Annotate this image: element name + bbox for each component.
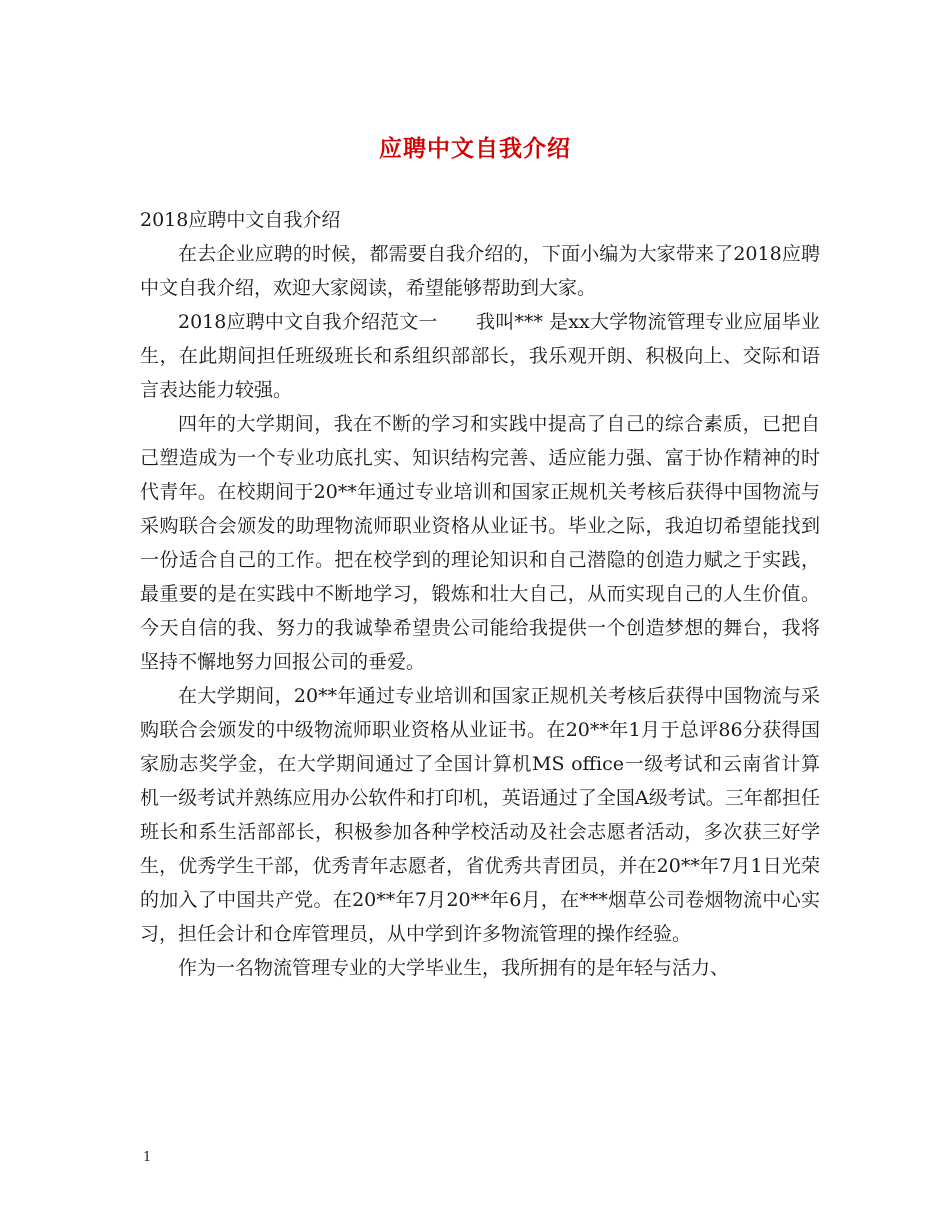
paragraph-sample-one: 2018应聘中文自我介绍范文一 我叫*** 是xx大学物流管理专业应届毕业生，在此期间担任班级班长和系组织部部长，我乐观开朗、积极向上、交际和语言表达能力较强。: [140, 311, 820, 401]
page-number: 1: [143, 1150, 152, 1165]
document-body: [140, 203, 820, 985]
document-subtitle: 2018应聘中文自我介绍: [140, 209, 341, 231]
paragraph-achievements: 在大学期间，20**年通过专业培训和国家正规机关考核后获得中国物流与采购联合会颁发的中级物流师职业资格从业证书。在20**年1月于总评86分获得国家励志奖学金，在大学期间通过了全国计算机MS office一级考试和云南省计算机一级考试并熟练应用办公软件和打印机，英语通过了全国A级考试。三年都担任班长和系生活部部长，积极参加各种学校活动及社会志愿者活动，多次获三好学生，优秀学生干部，优秀青年志愿者，省优秀共青团员，并在20**年7月1日光荣的加入了中国共产党。在20**年7月20**年6月，在***烟草公司卷烟物流中心实习，担任会计和仓库管理员，从中学到许多物流管理的操作经验。: [140, 685, 820, 945]
paragraph-closing: 作为一名物流管理专业的大学毕业生，我所拥有的是年轻与活力、: [178, 957, 730, 979]
document-title: 应聘中文自我介绍: [379, 135, 571, 162]
paragraph-university-years: 四年的大学期间，我在不断的学习和实践中提高了自己的综合素质，已把自己塑造成为一个专业功底扎实、知识结构完善、适应能力强、富于协作精神的时代青年。在校期间于20**年通过专业培训和国家正规机关考核后获得中国物流与采购联合会颁发的助理物流师职业资格从业证书。毕业之际，我迫切希望能找到一份适合自己的工作。把在校学到的理论知识和自己潜隐的创造力赋之于实践，最重要的是在实践中不断地学习，锻炼和壮大自己，从而实现自己的人生价值。今天自信的我、努力的我诚挚希望贵公司能给我提供一个创造梦想的舞台，我将坚持不懈地努力回报公司的垂爱。: [140, 413, 820, 673]
paragraph-intro: 在去企业应聘的时候，都需要自我介绍的，下面小编为大家带来了2018应聘中文自我介绍，欢迎大家阅读，希望能够帮助到大家。: [140, 243, 820, 299]
